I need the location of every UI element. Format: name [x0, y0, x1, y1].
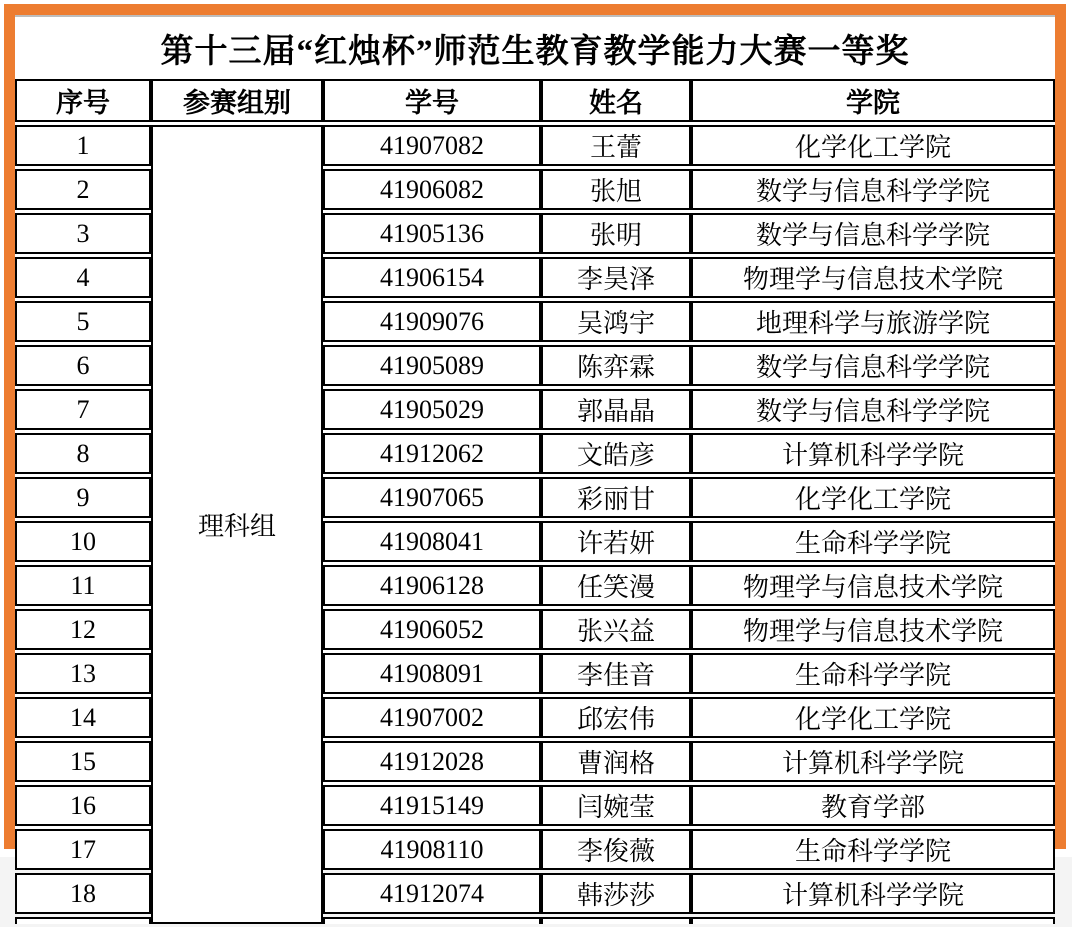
row-name-cell: 彩丽甘: [541, 477, 691, 518]
row-student-id-cell: 41906154: [323, 257, 541, 298]
row-name-cell: 许若妍: [541, 521, 691, 562]
partial-cell: [691, 917, 1055, 924]
partial-cell: [541, 917, 691, 924]
row-index-cell: 4: [15, 257, 151, 298]
row-index-cell: 3: [15, 213, 151, 254]
group-cell: 理科组: [151, 125, 323, 924]
header-row: [15, 79, 1055, 122]
row-name-cell: 闫婉莹: [541, 785, 691, 826]
row-name-cell: 韩莎莎: [541, 873, 691, 914]
row-index-cell: 15: [15, 741, 151, 782]
row-student-id-cell: 41908110: [323, 829, 541, 870]
partial-cell: [323, 917, 541, 924]
row-college-cell: 数学与信息科学学院: [691, 389, 1055, 430]
partial-cell: [15, 917, 151, 924]
row-student-id-cell: 41906128: [323, 565, 541, 606]
row-college-cell: 生命科学学院: [691, 653, 1055, 694]
row-college-cell: 计算机科学学院: [691, 433, 1055, 474]
row-name-cell: 吴鸿宇: [541, 301, 691, 342]
row-index-cell: 11: [15, 565, 151, 606]
row-name-cell: 郭晶晶: [541, 389, 691, 430]
row-index-cell: 5: [15, 301, 151, 342]
row-college-cell: 化学化工学院: [691, 477, 1055, 518]
award-table: [15, 76, 1055, 927]
row-name-cell: 文皓彦: [541, 433, 691, 474]
header-name: 姓名: [541, 79, 691, 122]
row-college-cell: 化学化工学院: [691, 125, 1055, 166]
row-college-cell: 物理学与信息技术学院: [691, 565, 1055, 606]
table-row: [15, 125, 1055, 166]
row-index-cell: 14: [15, 697, 151, 738]
row-name-cell: 李昊泽: [541, 257, 691, 298]
row-index-cell: 2: [15, 169, 151, 210]
orange-frame: [4, 4, 1066, 910]
row-college-cell: 数学与信息科学学院: [691, 169, 1055, 210]
row-index-cell: 12: [15, 609, 151, 650]
row-student-id-cell: 41912074: [323, 873, 541, 914]
row-name-cell: 张兴益: [541, 609, 691, 650]
header-group: 参赛组别: [151, 79, 323, 122]
row-index-cell: 10: [15, 521, 151, 562]
row-index-cell: 7: [15, 389, 151, 430]
row-college-cell: 地理科学与旅游学院: [691, 301, 1055, 342]
row-student-id-cell: 41905089: [323, 345, 541, 386]
row-student-id-cell: 41912028: [323, 741, 541, 782]
row-name-cell: 李佳音: [541, 653, 691, 694]
row-name-cell: 张明: [541, 213, 691, 254]
row-index-cell: 18: [15, 873, 151, 914]
row-index-cell: 13: [15, 653, 151, 694]
table-container: [15, 15, 1055, 910]
row-student-id-cell: 41907065: [323, 477, 541, 518]
row-college-cell: 化学化工学院: [691, 697, 1055, 738]
row-college-cell: 生命科学学院: [691, 521, 1055, 562]
row-student-id-cell: 41906082: [323, 169, 541, 210]
row-name-cell: 张旭: [541, 169, 691, 210]
row-student-id-cell: 41912062: [323, 433, 541, 474]
row-student-id-cell: 41908091: [323, 653, 541, 694]
row-college-cell: 计算机科学学院: [691, 873, 1055, 914]
row-index-cell: 1: [15, 125, 151, 166]
row-college-cell: 数学与信息科学学院: [691, 213, 1055, 254]
row-college-cell: 数学与信息科学学院: [691, 345, 1055, 386]
row-student-id-cell: 41905136: [323, 213, 541, 254]
row-name-cell: 任笑漫: [541, 565, 691, 606]
row-student-id-cell: 41907002: [323, 697, 541, 738]
row-name-cell: 曹润格: [541, 741, 691, 782]
row-name-cell: 王蕾: [541, 125, 691, 166]
row-student-id-cell: 41907082: [323, 125, 541, 166]
row-college-cell: 计算机科学学院: [691, 741, 1055, 782]
row-student-id-cell: 41905029: [323, 389, 541, 430]
row-index-cell: 9: [15, 477, 151, 518]
row-college-cell: 教育学部: [691, 785, 1055, 826]
row-student-id-cell: 41906052: [323, 609, 541, 650]
row-name-cell: 李俊薇: [541, 829, 691, 870]
row-college-cell: 生命科学学院: [691, 829, 1055, 870]
row-college-cell: 物理学与信息技术学院: [691, 609, 1055, 650]
row-student-id-cell: 41908041: [323, 521, 541, 562]
header-student-id: 学号: [323, 79, 541, 122]
header-college: 学院: [691, 79, 1055, 122]
row-name-cell: 陈弈霖: [541, 345, 691, 386]
row-index-cell: 8: [15, 433, 151, 474]
row-student-id-cell: 41909076: [323, 301, 541, 342]
document-title: 第十三届“红烛杯”师范生教育教学能力大赛一等奖: [160, 33, 910, 70]
row-index-cell: 16: [15, 785, 151, 826]
row-student-id-cell: 41915149: [323, 785, 541, 826]
row-name-cell: 邱宏伟: [541, 697, 691, 738]
header-index: 序号: [15, 79, 151, 122]
row-index-cell: 17: [15, 829, 151, 870]
row-college-cell: 物理学与信息技术学院: [691, 257, 1055, 298]
row-index-cell: 6: [15, 345, 151, 386]
